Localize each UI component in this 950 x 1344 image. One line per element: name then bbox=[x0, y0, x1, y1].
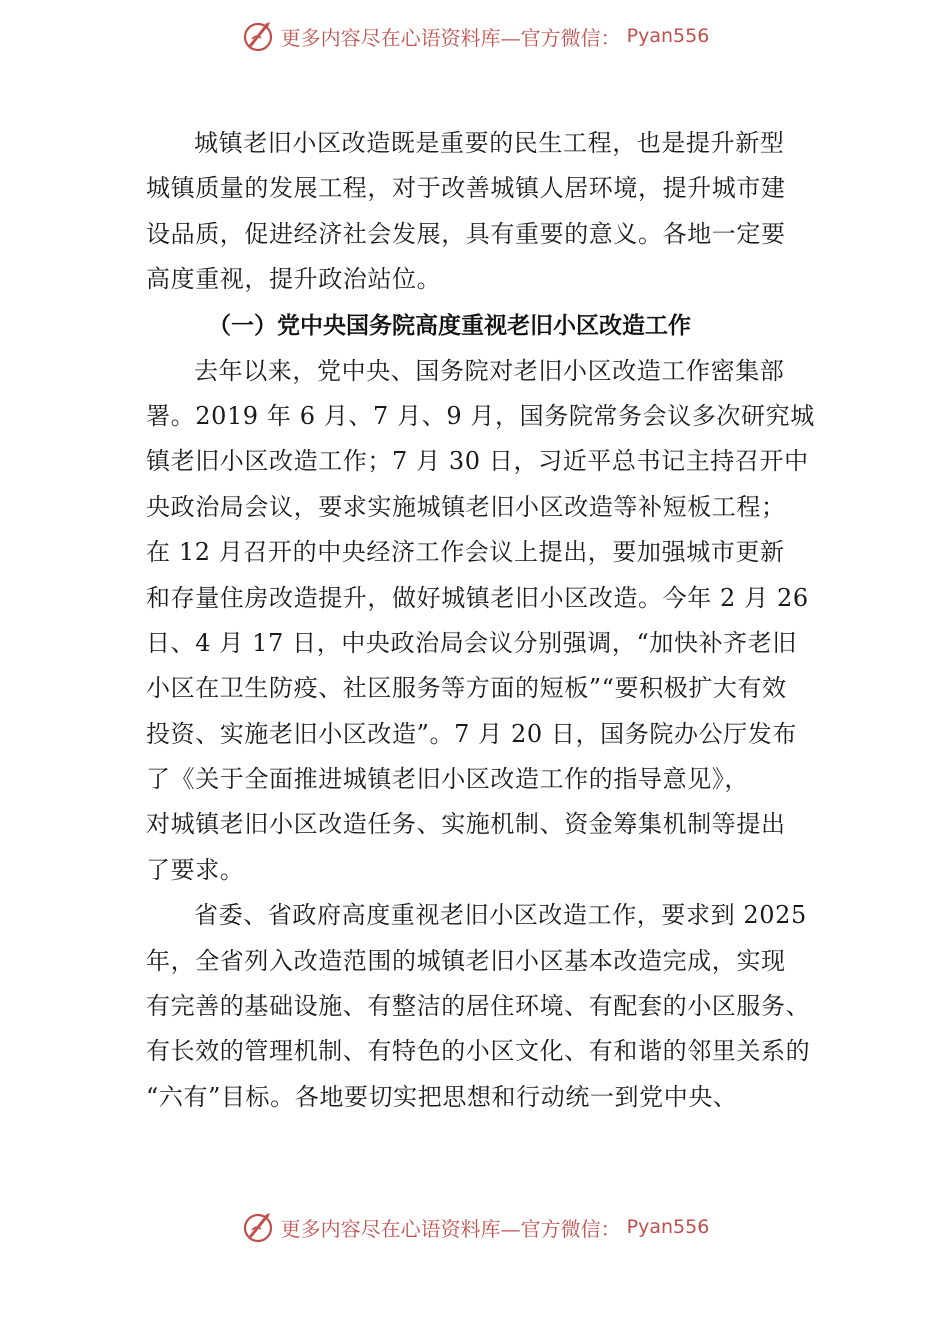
text-line: 对城镇老旧小区改造任务、实施机制、资金筹集机制等提出 bbox=[146, 810, 786, 839]
text-line: 城镇质量的发展工程，对于改善城镇人居环境，提升城市建 bbox=[146, 174, 786, 203]
text-line: 省委、省政府高度重视老旧小区改造工作，要求到 2025 bbox=[194, 901, 807, 930]
text-line: “六有”目标。各地要切实把思想和行动统一到党中央、 bbox=[146, 1082, 738, 1111]
header-watermark bbox=[0, 16, 950, 56]
text-line: 有完善的基础设施、有整洁的居住环境、有配套的小区服务、 bbox=[146, 992, 811, 1021]
pen-seal-logo-icon bbox=[241, 1210, 275, 1244]
watermark-contact: Pyan556 bbox=[626, 1216, 710, 1238]
text-line: 署。2019 年 6 月、7 月、9 月，国务院常务会议多次研究城 bbox=[146, 401, 815, 430]
text-line: 投资、实施老旧小区改造”。7 月 20 日，国务院办公厅发布 bbox=[146, 719, 797, 748]
footer-watermark bbox=[0, 1207, 950, 1247]
text-line: 设品质，促进经济社会发展，具有重要的意义。各地一定要 bbox=[146, 219, 786, 248]
text-line: 去年以来，党中央、国务院对老旧小区改造工作密集部 bbox=[194, 356, 785, 385]
text-line: 日、4 月 17 日，中央政治局会议分别强调，“加快补齐老旧 bbox=[146, 628, 797, 657]
text-line: 有长效的管理机制、有特色的小区文化、有和谐的邻里关系的 bbox=[146, 1037, 811, 1066]
pen-seal-logo-icon bbox=[241, 19, 275, 53]
text-line: 央政治局会议，要求实施城镇老旧小区改造等补短板工程； bbox=[146, 492, 786, 521]
text-line: 年，全省列入改造范围的城镇老旧小区基本改造完成，实现 bbox=[146, 946, 786, 975]
text-line: 了要求。 bbox=[146, 855, 245, 884]
watermark-text: 更多内容尽在心语资料库—官方微信： bbox=[280, 25, 621, 50]
document-body bbox=[146, 121, 818, 1120]
text-line: 小区在卫生防疫、社区服务等方面的短板”“要积极扩大有效 bbox=[146, 674, 787, 703]
paragraph-1 bbox=[146, 121, 818, 303]
section-heading: （一）党中央国务院高度重视老旧小区改造工作 bbox=[208, 312, 691, 339]
paragraph-2 bbox=[146, 349, 818, 894]
text-line: 在 12 月召开的中央经济工作会议上提出，要加强城市更新 bbox=[146, 538, 785, 567]
text-line: 和存量住房改造提升，做好城镇老旧小区改造。今年 2 月 26 bbox=[146, 583, 809, 612]
text-line: 了《关于全面推进城镇老旧小区改造工作的指导意见》， bbox=[146, 765, 749, 794]
watermark-contact: Pyan556 bbox=[626, 25, 710, 47]
text-line: 高度重视，提升政治站位。 bbox=[146, 265, 442, 294]
text-line: 镇老旧小区改造工作；7 月 30 日，习近平总书记主持召开中 bbox=[146, 447, 809, 476]
text-line: 城镇老旧小区改造既是重要的民生工程，也是提升新型 bbox=[194, 129, 785, 157]
paragraph-3 bbox=[146, 893, 818, 1120]
watermark-text: 更多内容尽在心语资料库—官方微信： bbox=[280, 1216, 621, 1241]
